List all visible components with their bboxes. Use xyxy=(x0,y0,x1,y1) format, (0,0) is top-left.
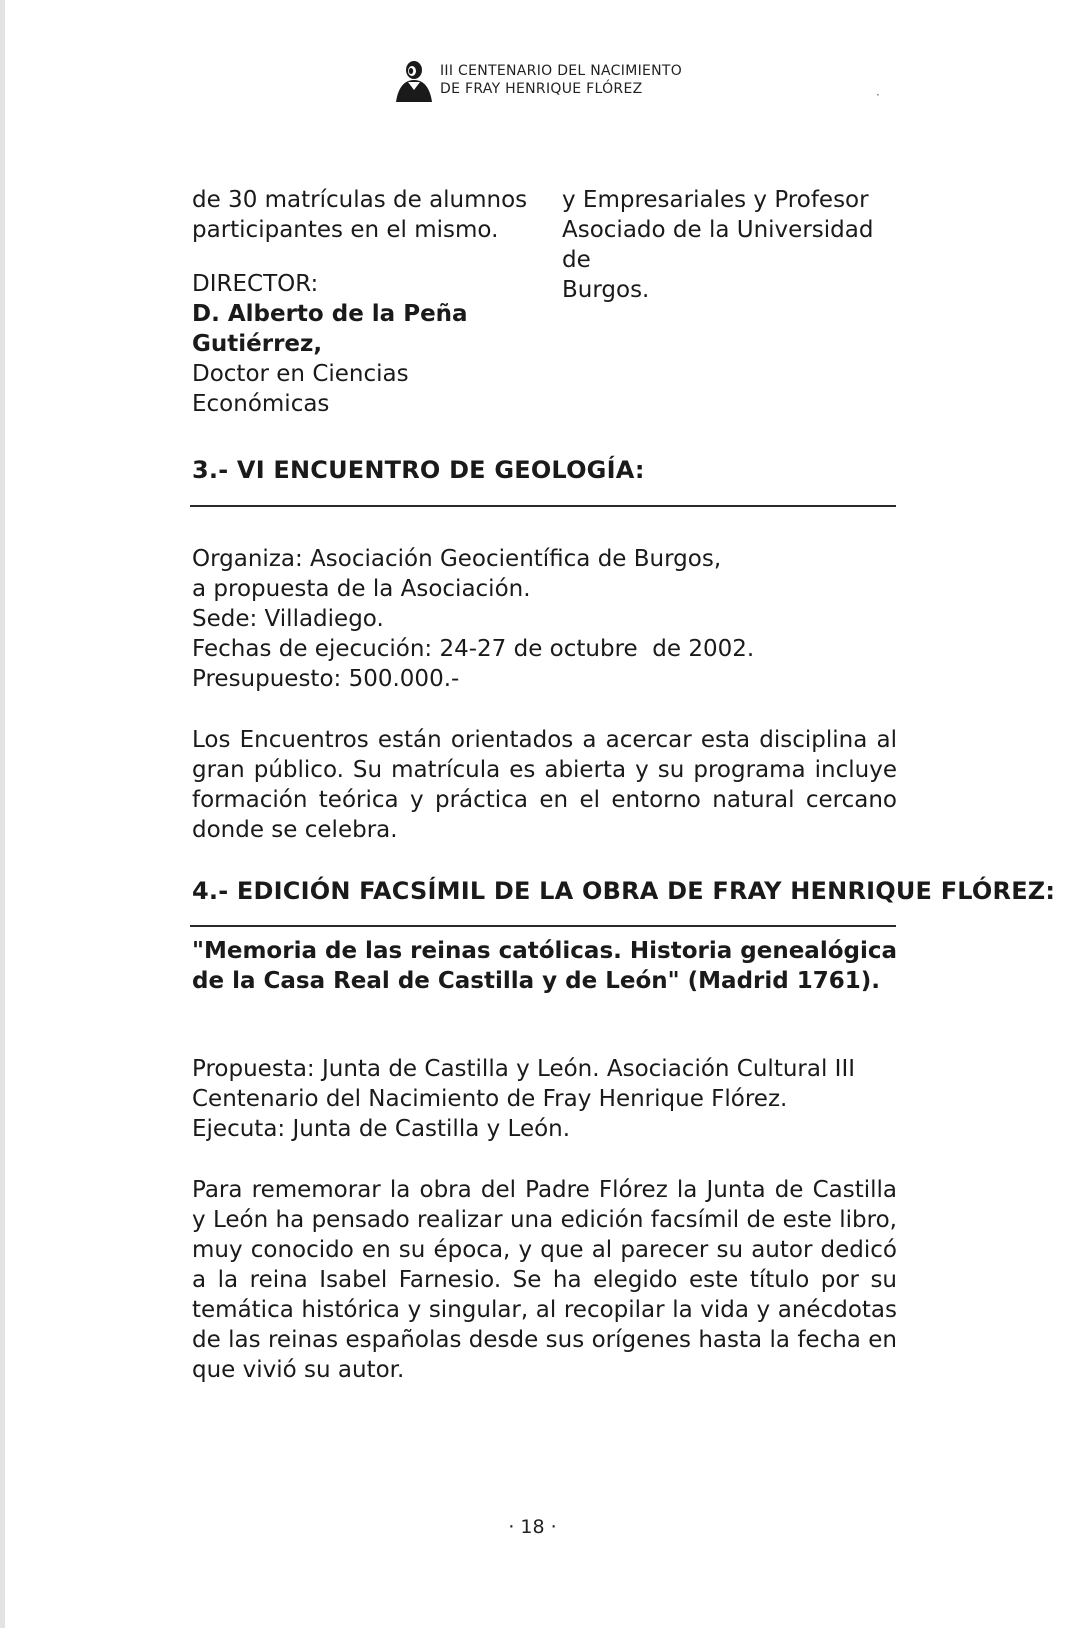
header-title xyxy=(440,62,682,98)
section-3-details xyxy=(192,544,897,694)
section-4-rule xyxy=(190,925,896,927)
intro-left-line-1: de 30 matrículas de alumnos xyxy=(192,187,528,213)
page-header xyxy=(394,58,682,102)
section-3-sede: Sede: Villadiego. xyxy=(192,606,384,632)
section-3-fechas: Fechas de ejecución: 24-27 de octubre de 2002. xyxy=(192,636,755,662)
section-3-title: 3.- VI ENCUENTRO DE GEOLOGÍA: xyxy=(192,456,645,484)
section-4-details xyxy=(192,1054,897,1144)
director-label: DIRECTOR: xyxy=(192,271,319,297)
section-3-organiza: Organiza: Asociación Geocientífica de Burgos, xyxy=(192,546,722,572)
intro-left-line-2: participantes en el mismo. xyxy=(192,217,499,243)
section-3-rule xyxy=(190,505,896,507)
section-4-ejecuta: Ejecuta: Junta de Castilla y León. xyxy=(192,1116,571,1142)
intro-right-line-2: Asociado de la Universidad de xyxy=(562,217,874,273)
director-degree: Doctor en Ciencias Económicas xyxy=(192,361,409,417)
section-4-propuesta: Propuesta: Junta de Castilla y León. Asociación Cultural III Centenario del Nacimiento de Fray Henrique Flórez. xyxy=(192,1056,856,1112)
header-line-1: III CENTENARIO DEL NACIMIENTO xyxy=(440,63,683,79)
page-number: · 18 · xyxy=(508,1516,557,1538)
section-4-paragraph: Para rememorar la obra del Padre Flórez la Junta de Castilla y León ha pensado realizar una edición facsímil de este libro, muy conocido en su época, y que al parecer su autor dedicó a la reina Isabel Farnesio. Se ha elegido este título por su temática histórica y singular, al recopilar la vida y anécdotas de las reinas españolas desde sus orígenes hasta la fecha en que vivió su autor. xyxy=(192,1177,897,1383)
intro-right-line-1: y Empresariales y Profesor xyxy=(562,187,869,213)
section-3-presupuesto: Presupuesto: 500.000.- xyxy=(192,666,460,692)
header-line-2: DE FRAY HENRIQUE FLÓREZ xyxy=(440,81,643,97)
scan-speck: · xyxy=(876,88,880,102)
section-3-propuesta: a propuesta de la Asociación. xyxy=(192,576,531,602)
intro-left-column xyxy=(192,185,532,419)
section-3-paragraph: Los Encuentros están orientados a acercar esta disciplina al gran público. Su matrícula es abierta y su programa incluye formación teórica y práctica en el entorno natural cercano donde se celebra. xyxy=(192,727,897,843)
section-4-title: 4.- EDICIÓN FACSÍMIL DE LA OBRA DE FRAY HENRIQUE FLÓREZ: xyxy=(192,877,1056,905)
intro-right-line-3: Burgos. xyxy=(562,277,650,303)
page-edge-shadow xyxy=(0,0,5,1628)
director-name: D. Alberto de la Peña Gutiérrez, xyxy=(192,301,468,357)
intro-right-column xyxy=(562,185,902,305)
section-4-book-title: "Memoria de las reinas católicas. Historia genealógica de la Casa Real de Castilla y de León" (Madrid 1761). xyxy=(192,938,898,994)
friar-portrait-logo-icon xyxy=(394,58,434,102)
